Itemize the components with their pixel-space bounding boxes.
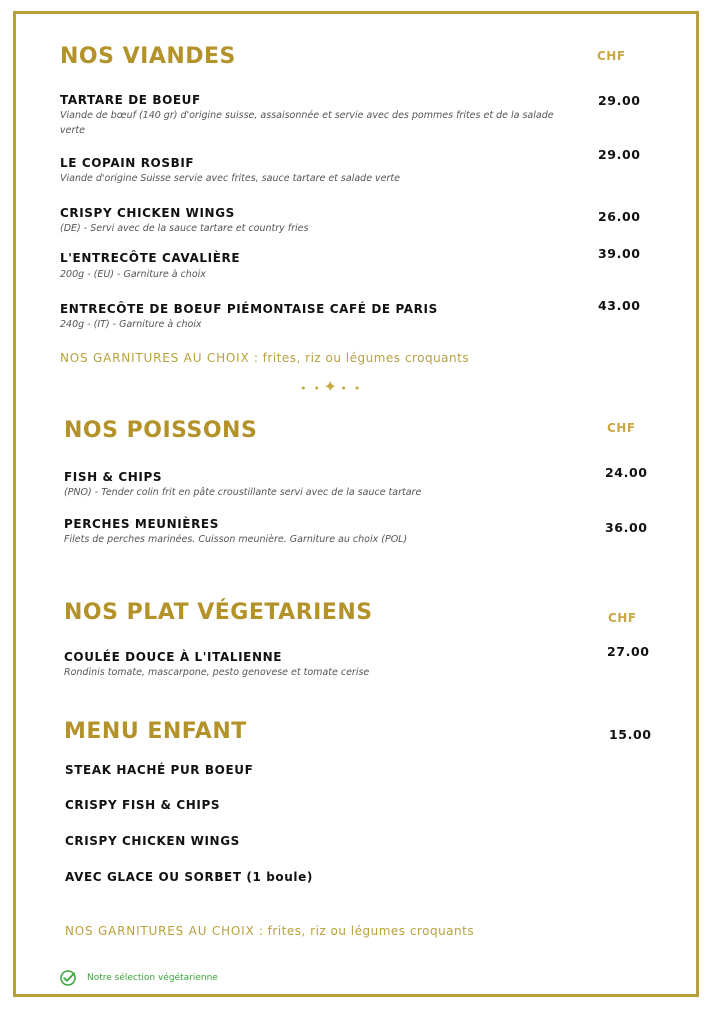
menu-item-name: TARTARE DE BOEUF bbox=[60, 93, 201, 107]
section-title-vegetariens: NOS PLAT VÉGETARIENS bbox=[64, 600, 373, 625]
menu-item-name: L'ENTRECÔTE CAVALIÈRE bbox=[60, 251, 241, 265]
menu-enfant-item: STEAK HACHÉ PUR BOEUF bbox=[65, 763, 254, 777]
section-title-viandes: NOS VIANDES bbox=[60, 44, 236, 69]
menu-item-desc: Rondinis tomate, mascarpone, pesto genovese et tomate cerise bbox=[64, 667, 370, 678]
currency-label: CHF bbox=[607, 421, 636, 435]
section-title-enfant: MENU ENFANT bbox=[64, 719, 247, 744]
menu-item-price: 29.00 bbox=[598, 147, 641, 162]
ornament-divider: • • ✦ • • bbox=[300, 377, 361, 396]
menu-enfant-price: 15.00 bbox=[609, 727, 652, 742]
menu-item-desc: 240g - (IT) - Garniture à choix bbox=[60, 319, 202, 330]
menu-enfant-item: CRISPY FISH & CHIPS bbox=[65, 798, 221, 812]
menu-item-desc: 200g - (EU) - Garniture à choix bbox=[60, 269, 206, 280]
garnitures-text: : frites, riz ou légumes croquants bbox=[249, 351, 470, 365]
garnitures-note bbox=[60, 351, 469, 365]
menu-item-name: ENTRECÔTE DE BOEUF PIÉMONTAISE CAFÉ DE PARIS bbox=[60, 302, 438, 316]
menu-item-name: CRISPY CHICKEN WINGS bbox=[60, 206, 235, 220]
menu-item-price: 43.00 bbox=[598, 298, 641, 313]
menu-item-price: 39.00 bbox=[598, 246, 641, 261]
menu-item-desc: (DE) - Servi avec de la sauce tartare et country fries bbox=[60, 223, 309, 234]
garnitures-label: NOS GARNITURES AU CHOIX bbox=[65, 924, 255, 938]
garnitures-label: NOS GARNITURES AU CHOIX bbox=[60, 351, 250, 365]
menu-item-name: LE COPAIN ROSBIF bbox=[60, 156, 195, 170]
check-circle-icon bbox=[60, 970, 76, 990]
menu-item-name: PERCHES MEUNIÈRES bbox=[64, 517, 219, 531]
section-title-poissons: NOS POISSONS bbox=[64, 418, 258, 443]
veg-selection-note: Notre sélection végétarienne bbox=[87, 973, 218, 983]
menu-item-desc: Viande d'origine Suisse servie avec frites, sauce tartare et salade verte bbox=[60, 173, 400, 184]
garnitures-note bbox=[65, 924, 474, 938]
currency-label: CHF bbox=[608, 611, 637, 625]
menu-enfant-item: AVEC GLACE OU SORBET (1 boule) bbox=[65, 870, 313, 884]
menu-item-name: FISH & CHIPS bbox=[64, 470, 163, 484]
menu-item-price: 27.00 bbox=[607, 644, 650, 659]
garnitures-text: : frites, riz ou légumes croquants bbox=[254, 924, 475, 938]
menu-item-desc: Filets de perches marinées. Cuisson meunière. Garniture au choix (POL) bbox=[64, 534, 408, 545]
currency-label: CHF bbox=[597, 49, 626, 63]
menu-item-desc: Viande de bœuf (140 gr) d'origine suisse, assaisonnée et servie avec des pommes frites et de la salade verte bbox=[60, 110, 554, 136]
menu-item-price: 26.00 bbox=[598, 209, 641, 224]
menu-item-price: 24.00 bbox=[605, 465, 648, 480]
menu-item-name: COULÉE DOUCE À L'ITALIENNE bbox=[64, 650, 283, 664]
menu-enfant-item: CRISPY CHICKEN WINGS bbox=[65, 834, 240, 848]
menu-item-price: 36.00 bbox=[605, 520, 648, 535]
menu-item-price: 29.00 bbox=[598, 93, 641, 108]
menu-item-desc: (PNO) - Tender colin frit en pâte croustillante servi avec de la sauce tartare bbox=[64, 487, 422, 498]
